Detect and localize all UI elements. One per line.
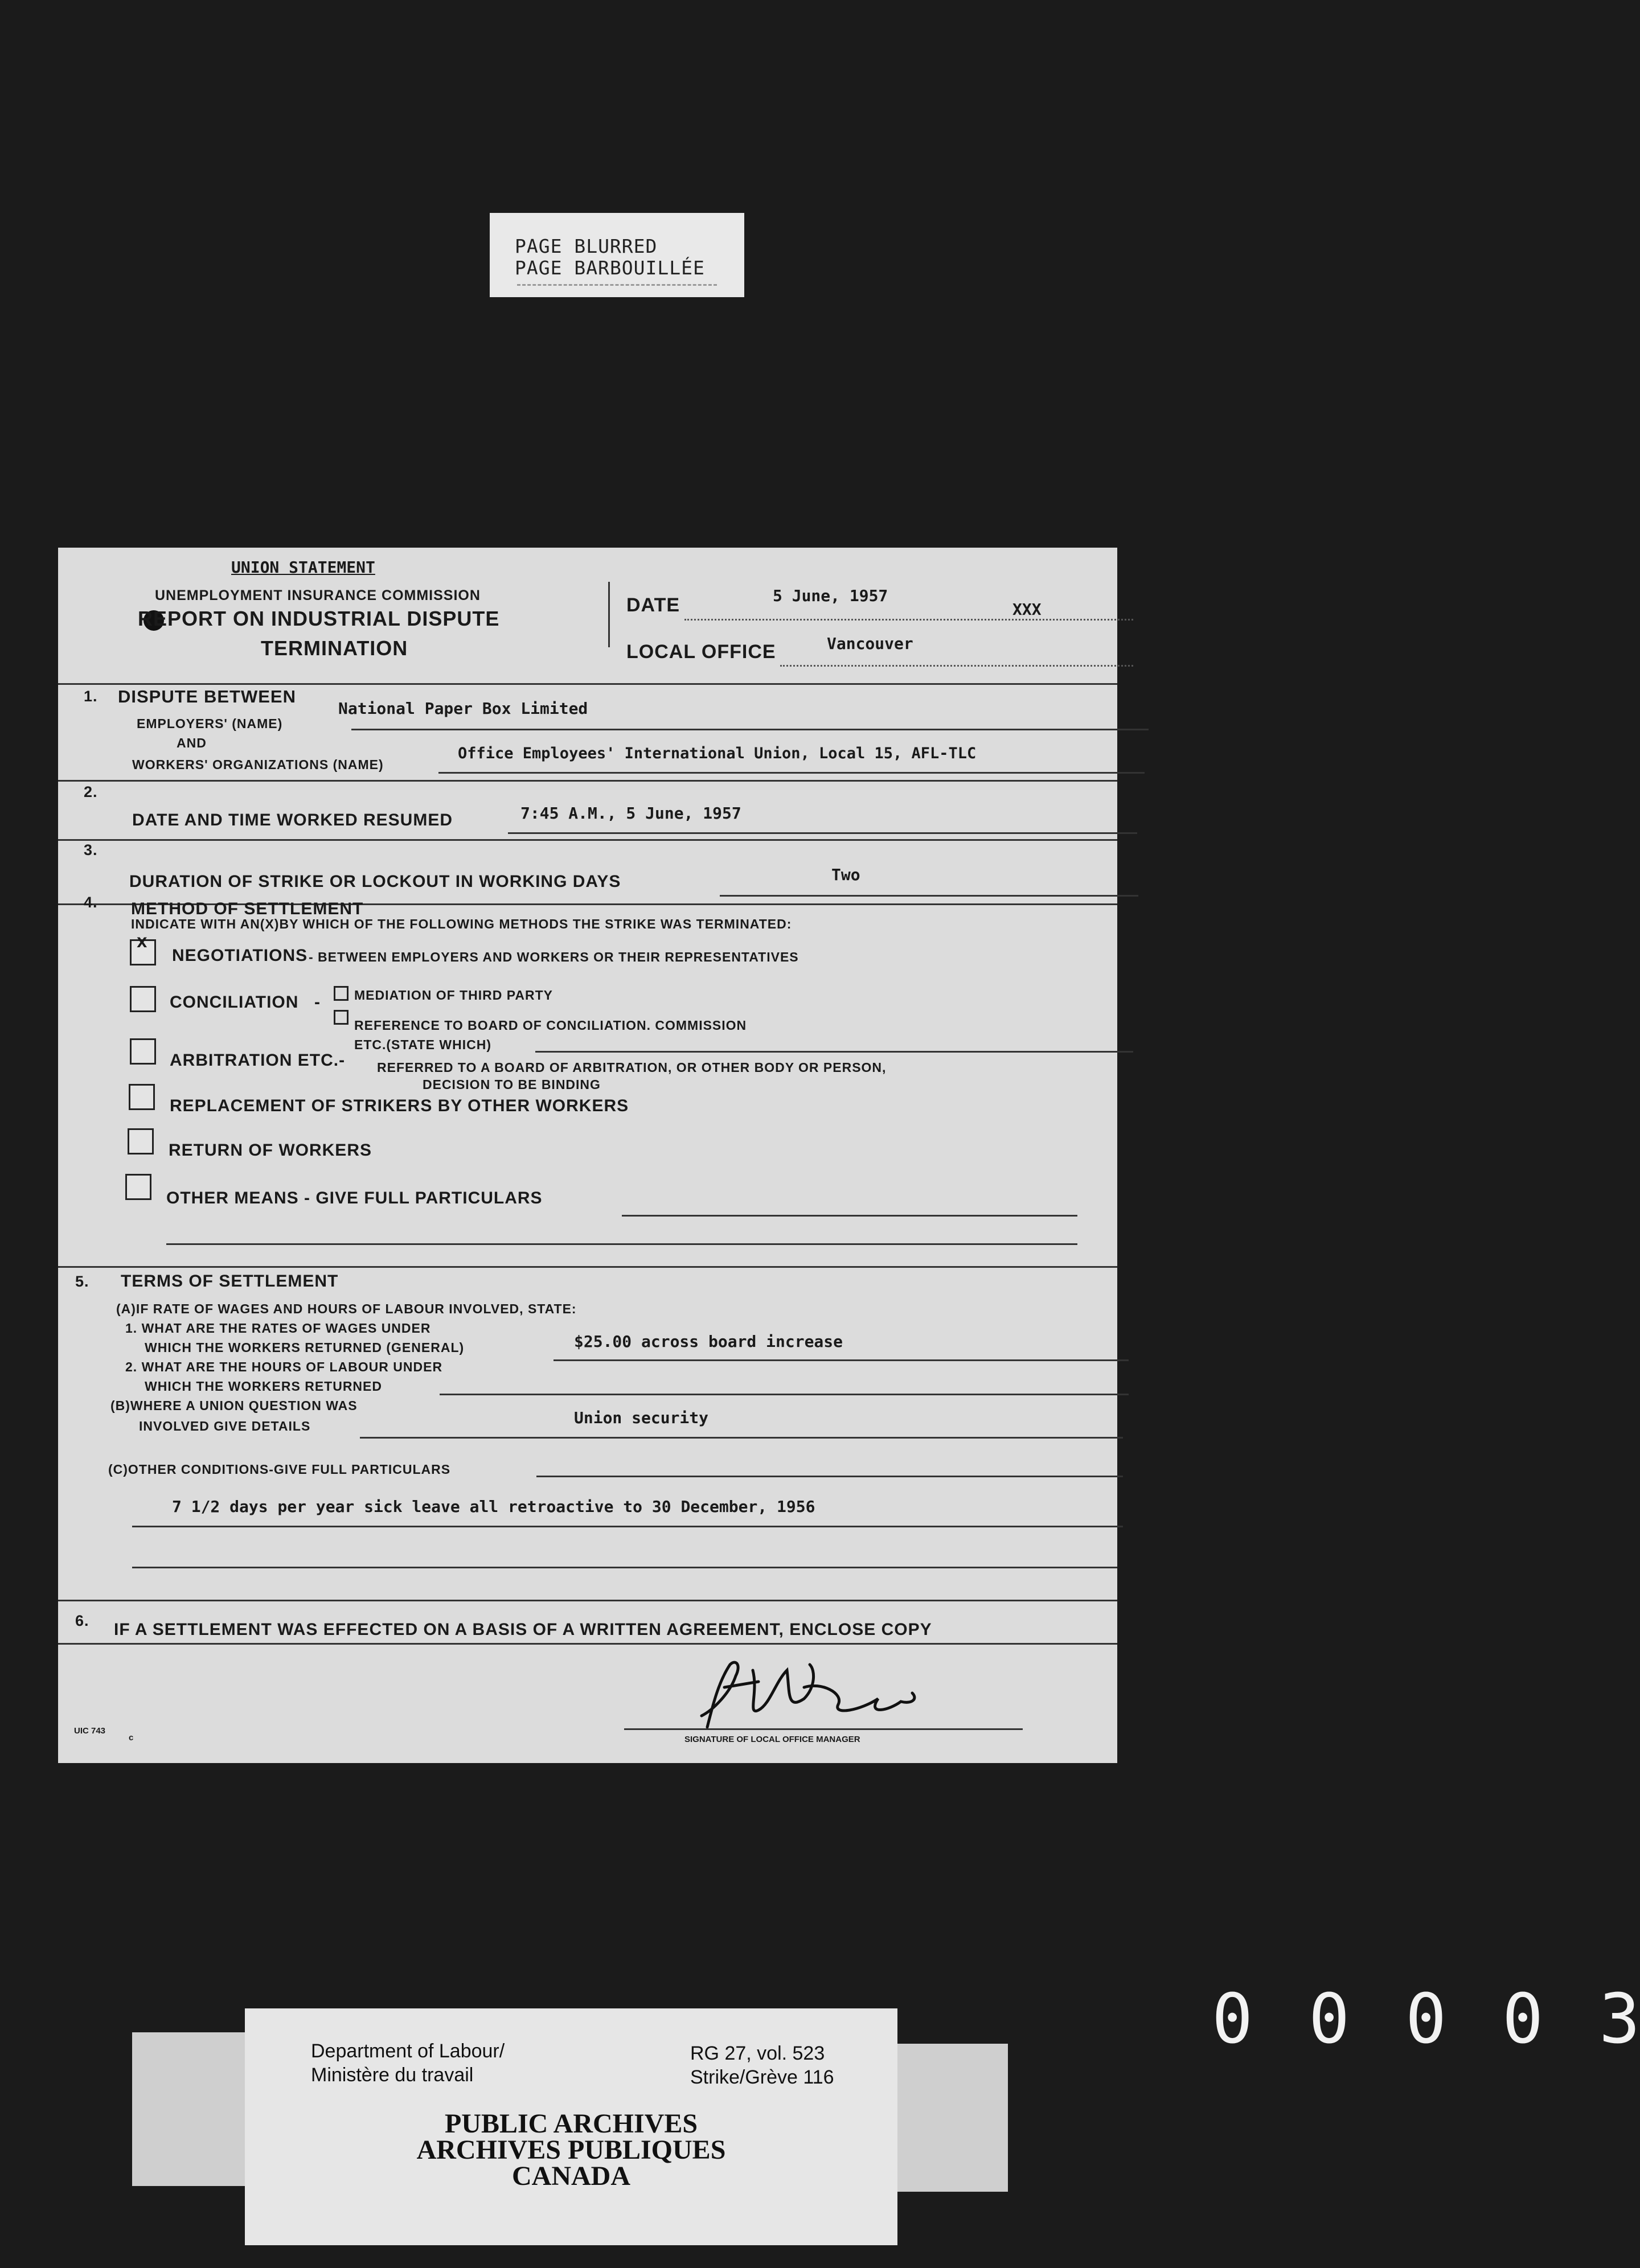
signature-line — [624, 1728, 1023, 1730]
workers-org-line — [438, 772, 1145, 774]
frame-number — [1212, 1980, 1640, 2059]
section-6-number: 6. — [75, 1612, 89, 1629]
negotiations-label: NEGOTIATIONS — [172, 946, 308, 965]
section-4-number: 4. — [84, 894, 98, 911]
other-conditions-label: (C)OTHER CONDITIONS-GIVE FULL PARTICULARS — [108, 1462, 451, 1477]
hours-question-a: 2. WHAT ARE THE HOURS OF LABOUR UNDER — [125, 1359, 443, 1374]
date-extra: XXX — [1012, 600, 1042, 619]
other-conditions-line-2 — [132, 1526, 1123, 1527]
method-instruction: INDICATE WITH AN(X)BY WHICH OF THE FOLLOWING METHODS THE STRIKE WAS TERMINATED: — [131, 917, 792, 931]
arbitration-checkbox[interactable] — [130, 1038, 156, 1065]
ref-strike: Strike/Grève 116 — [690, 2066, 834, 2088]
date-label: DATE — [626, 594, 680, 616]
arbitration-desc-1: REFERRED TO A BOARD OF ARBITRATION, OR OTHER BODY OR PERSON, — [377, 1060, 887, 1075]
dept-en: Department of Labour/ — [311, 2040, 505, 2062]
mediation-checkbox[interactable] — [334, 986, 348, 1001]
state-which-line — [535, 1051, 1133, 1053]
hours-line — [440, 1394, 1129, 1395]
arbitration-desc-2: DECISION TO BE BINDING — [423, 1077, 601, 1092]
wages-line — [554, 1359, 1129, 1361]
public-archives-label — [245, 2008, 897, 2245]
employers-value: National Paper Box Limited — [338, 699, 588, 718]
union-question-value: Union security — [574, 1408, 709, 1427]
other-means-line-2 — [166, 1243, 1077, 1245]
and-label: AND — [177, 736, 207, 750]
workers-org-label: WORKERS' ORGANIZATIONS (NAME) — [132, 757, 384, 772]
termination-title: TERMINATION — [261, 636, 408, 660]
replacement-label: REPLACEMENT OF STRIKERS BY OTHER WORKERS — [170, 1096, 629, 1115]
section-1-number: 1. — [84, 688, 98, 705]
section-4-rule — [58, 1266, 1117, 1268]
resumed-label: DATE AND TIME WORKED RESUMED — [132, 811, 453, 829]
archive-label-right-tab — [896, 2044, 1008, 2192]
terms-a-label: (A)IF RATE OF WAGES AND HOURS OF LABOUR INVOLVED, STATE: — [116, 1301, 577, 1316]
report-title: REPORT ON INDUSTRIAL DISPUTE — [138, 607, 500, 630]
hours-question-b: WHICH THE WORKERS RETURNED — [145, 1379, 382, 1394]
state-which-label: ETC.(STATE WHICH) — [354, 1037, 492, 1052]
other-means-checkbox[interactable] — [125, 1174, 151, 1200]
header-rule — [58, 683, 1117, 685]
manager-signature — [673, 1647, 969, 1739]
local-office-label: LOCAL OFFICE — [626, 641, 776, 663]
section-5-number: 5. — [75, 1273, 89, 1290]
wages-value: $25.00 across board increase — [574, 1332, 843, 1351]
conciliation-dash: - — [314, 993, 321, 1012]
terms-title: TERMS OF SETTLEMENT — [121, 1272, 339, 1291]
industrial-dispute-form — [58, 548, 1117, 1763]
date-line — [684, 619, 1133, 621]
frame-digit-5: 3 — [1599, 1980, 1640, 2059]
workers-org-value: Office Employees' International Union, Local 15, AFL-TLC — [458, 745, 977, 762]
frame-digit-3: 0 — [1405, 1980, 1447, 2059]
wages-question-a: 1. WHAT ARE THE RATES OF WAGES UNDER — [125, 1321, 431, 1336]
replacement-checkbox[interactable] — [129, 1084, 155, 1110]
section-2-number: 2. — [84, 783, 98, 800]
form-code: UIC 743 — [74, 1726, 106, 1736]
arbitration-label: ARBITRATION ETC.- — [170, 1051, 346, 1070]
method-title: METHOD OF SETTLEMENT — [131, 899, 364, 918]
commission-name: UNEMPLOYMENT INSURANCE COMMISSION — [155, 587, 481, 603]
archives-publiques-title: ARCHIVES PUBLIQUES — [416, 2135, 726, 2165]
union-statement-heading: UNION STATEMENT — [231, 558, 375, 577]
return-label: RETURN OF WORKERS — [169, 1141, 372, 1160]
mediation-label: MEDIATION OF THIRD PARTY — [354, 988, 553, 1002]
negotiations-x-mark: X — [137, 935, 147, 951]
return-checkbox[interactable] — [128, 1128, 154, 1154]
conciliation-checkbox[interactable] — [130, 986, 156, 1012]
union-question-b: INVOLVED GIVE DETAILS — [139, 1419, 311, 1433]
section-6-rule — [58, 1643, 1117, 1645]
stamp-line-1: PAGE BLURRED — [515, 235, 658, 257]
form-code-suffix: c — [129, 1733, 134, 1743]
employers-line — [351, 729, 1149, 730]
section-1-title: DISPUTE BETWEEN — [118, 687, 296, 706]
duration-value: Two — [831, 865, 860, 884]
employers-label: EMPLOYERS' (NAME) — [137, 716, 283, 731]
resumed-value: 7:45 A.M., 5 June, 1957 — [520, 804, 741, 823]
wages-question-b: WHICH THE WORKERS RETURNED (GENERAL) — [145, 1340, 465, 1355]
union-question-line — [360, 1437, 1123, 1439]
other-conditions-value: 7 1/2 days per year sick leave all retroactive to 30 December, 1956 — [172, 1497, 815, 1516]
duration-label: DURATION OF STRIKE OR LOCKOUT IN WORKING DAYS — [129, 872, 621, 891]
local-office-value: Vancouver — [827, 634, 913, 653]
local-office-line — [780, 665, 1133, 667]
frame-digit-4: 0 — [1502, 1980, 1544, 2059]
union-question-a: (B)WHERE A UNION QUESTION WAS — [110, 1398, 358, 1413]
dept-fr: Ministère du travail — [311, 2064, 474, 2086]
frame-digit-2: 0 — [1309, 1980, 1350, 2059]
conciliation-label: CONCILIATION — [170, 993, 299, 1012]
other-conditions-line-1 — [536, 1476, 1123, 1477]
written-agreement-label: IF A SETTLEMENT WAS EFFECTED ON A BASIS OF A WRITTEN AGREEMENT, ENCLOSE COPY — [114, 1620, 932, 1639]
ref-volume: RG 27, vol. 523 — [690, 2043, 825, 2064]
stamp-line-2: PAGE BARBOUILLÉE — [515, 257, 705, 279]
duration-line — [720, 895, 1138, 897]
canada-title: CANADA — [512, 2161, 630, 2191]
reference-checkbox[interactable] — [334, 1010, 348, 1025]
archive-label-left-tab — [132, 2032, 246, 2186]
other-means-line-1 — [622, 1215, 1077, 1217]
section-3-number: 3. — [84, 841, 98, 858]
frame-digit-1: 0 — [1212, 1980, 1253, 2059]
other-means-label: OTHER MEANS - GIVE FULL PARTICULARS — [166, 1189, 543, 1207]
negotiations-desc: - BETWEEN EMPLOYERS AND WORKERS OR THEIR REPRESENTATIVES — [309, 950, 799, 964]
signature-caption: SIGNATURE OF LOCAL OFFICE MANAGER — [684, 1735, 860, 1744]
section-2-rule — [58, 839, 1117, 841]
stamp-dashed-rule — [517, 284, 717, 286]
public-archives-title: PUBLIC ARCHIVES — [444, 2109, 698, 2139]
page-blurred-stamp — [490, 213, 744, 297]
reference-label: REFERENCE TO BOARD OF CONCILIATION. COMMISSION — [354, 1018, 747, 1033]
other-conditions-line-3 — [132, 1567, 1117, 1568]
section-5-rule — [58, 1600, 1117, 1601]
section-1-rule — [58, 780, 1117, 782]
resumed-line — [508, 832, 1137, 834]
header-divider — [608, 582, 610, 647]
date-value: 5 June, 1957 — [773, 586, 888, 605]
